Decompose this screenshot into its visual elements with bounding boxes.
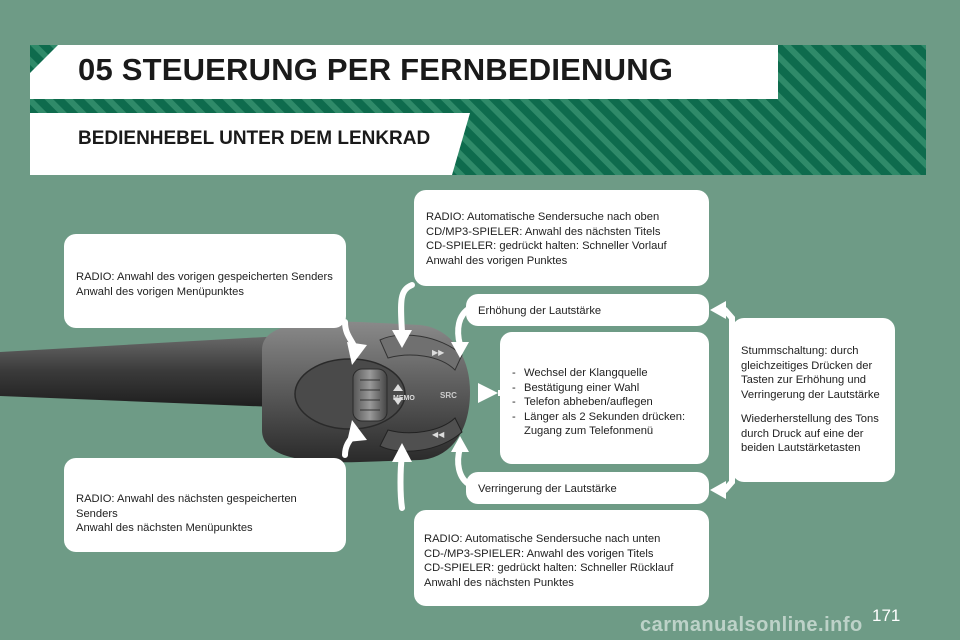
callout-top-left-line-1: RADIO: Anwahl des vorigen gespeicherten Senders [76,271,333,283]
page-title: 05 STEUERUNG PER FERNBEDIENUNG [78,52,674,87]
rewind-icon: ◀◀ [432,430,445,439]
callout-bottom-center-line-1: RADIO: Automatische Sendersuche nach unten [424,533,661,545]
callout-volume-down [466,472,709,504]
callout-mute-line-4: Verringerung der Lautstärke [741,388,880,401]
callout-top-left-line-2: Anwahl des vorigen Menüpunktes [76,285,244,298]
callout-restore-line-1: Wiederherstellung des Tons [741,413,879,425]
arrow-mute-up-head-icon [710,301,726,319]
stalk-arm [0,335,300,408]
callout-restore-line-3: beiden Lautstärketasten [741,442,861,454]
callout-top-center-line-4: Anwahl des vorigen Punktes [426,254,568,267]
arrow-src-head-icon [478,383,498,403]
callout-src-item-4: - Länger als 2 Sekunden drücken: Zugang zum Telefonmenü [510,410,701,439]
callout-mute [732,318,895,482]
forward-icon: ▶▶ [432,348,445,357]
callout-bottom-center-line-4: Anwahl des nächsten Punktes [424,576,574,589]
callout-restore-line-2: durch Druck auf eine der [741,427,864,440]
callout-top-left [64,234,346,328]
callout-bottom-left-line-1: RADIO: Anwahl des nächsten gespeicherten Senders [76,493,297,520]
callout-top-center [414,190,709,286]
callout-bottom-left [64,458,346,552]
callout-src-item-1: - Wechsel der Klangquelle [510,366,701,381]
thumbwheel [353,369,387,421]
callout-mute-line-2: gleichzeitiges Drücken der [741,359,873,372]
callout-volume-down-text: Verringerung der Lautstärke [478,483,617,495]
memo-oval [295,359,405,429]
callout-top-center-line-2: CD/MP3-SPIELER: Anwahl des nächsten Titels [426,225,661,238]
callout-src [500,332,709,464]
mute-bracket-line [725,310,732,490]
callout-src-item-2: - Bestätigung einer Wahl [510,381,701,396]
callout-top-center-line-1: RADIO: Automatische Sendersuche nach oben [426,211,660,223]
watermark: carmanualsonline.info [640,614,863,636]
callout-top-center-line-3: CD-SPIELER: gedrückt halten: Schneller Vorlauf [426,240,667,252]
callout-mute-line-1: Stummschaltung: durch [741,345,859,357]
page-number: 171 [872,606,901,625]
callout-bottom-center [414,510,709,606]
src-label: SRC [440,391,457,400]
callout-bottom-center-line-2: CD-/MP3-SPIELER: Anwahl des vorigen Titels [424,547,654,560]
callout-volume-up [466,294,709,326]
arrow-bottom-center-line [401,455,403,508]
callout-volume-up-text: Erhöhung der Lautstärke [478,305,602,317]
callout-src-item-3: - Telefon abheben/auflegen [510,395,701,410]
arrow-mute-down-head-icon [710,481,726,499]
callout-bottom-left-line-2: Anwahl des nächsten Menüpunktes [76,522,253,534]
callout-bottom-center-line-3: CD-SPIELER: gedrückt halten: Schneller Rücklauf [424,562,674,574]
callout-mute-line-3: Tasten zur Erhöhung und [741,374,867,386]
memo-label: MEMO [393,395,415,402]
section-subtitle: BEDIENHEBEL UNTER DEM LENKRAD [78,128,431,149]
